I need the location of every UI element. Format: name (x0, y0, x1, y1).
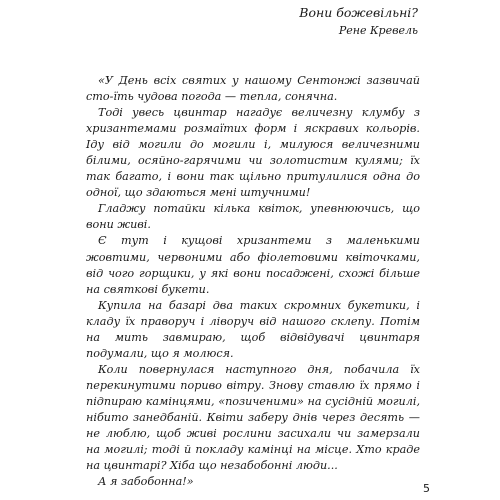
epigraph-title: Вони божевільні? (299, 5, 418, 20)
body-text (86, 73, 420, 490)
paragraph: Є тут і кущові хризантеми з маленькими жовтими, червоними або фіолетовими квіточками, від чого горщики, у які вони посаджені, схожі більше на святкові букети. (86, 234, 420, 296)
paragraph: А я забобонна!» (98, 475, 194, 489)
paragraph: Тоді увесь цвинтар нагадує величезну клумбу з хризантемами розмаїтих форм і яскравих кольорів. Іду від могили до могили і, милуюся величезними білими, осяйно-гарячими чи золотистим кулями; їх так багато, і вони так щільно притулилися одна до одної, що здаються мені штучними! (86, 106, 420, 200)
paragraph: Коли повернулася наступного дня, побачила їх перекинутими пориво вітру. Знову ставлю їх прямо і підпираю камінцями, «позиченими» на сусідній могилі, нібито занедбаній. Квіти заберу днів через десять — не люблю, щоб живі рослини засихали чи замерзали на могилі; тоді й покладу камінці на місце. Хто краде на цвинтарі? Хіба що незабобонні люди... (86, 362, 420, 473)
epigraph-author: Рене Кревель (338, 24, 418, 37)
paragraph: «У День всіх святих у нашому Сентонжі зазвичай сто-їть чудова погода — тепла, сонячна. (86, 74, 420, 104)
paragraph: Купила на базарі два таких скромних букетики, і кладу їх праворуч і ліворуч від нашого склепу. Потім на мить завмираю, щоб відвідувачі цвинтаря подумали, що я молюся. (86, 298, 420, 360)
paragraph: Гладжу потайки кілька квіток, упевнюючись, що вони живі. (86, 202, 420, 232)
epigraph (299, 4, 418, 38)
page-number: 5 (423, 482, 430, 495)
